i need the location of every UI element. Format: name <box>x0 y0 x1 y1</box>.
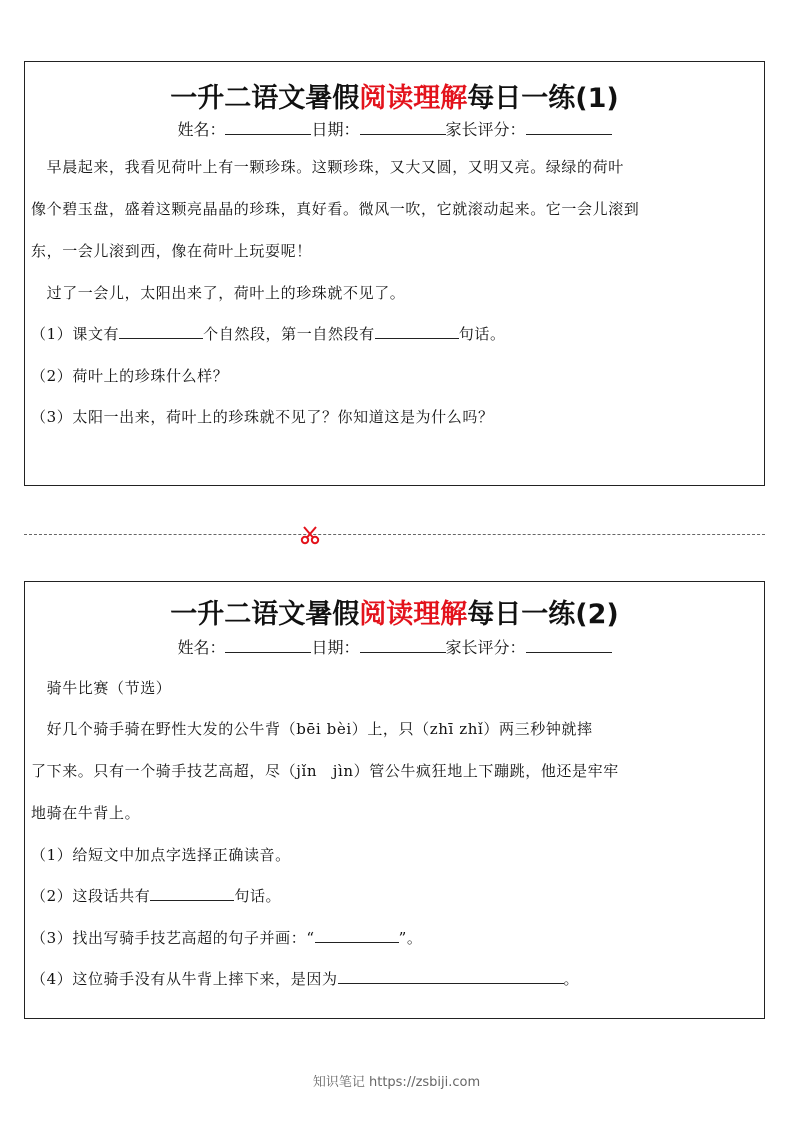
passage-line: 早晨起来，我看见荷叶上有一颗珍珠。这颗珍珠，又大又圆，又明又亮。绿绿的荷叶 <box>31 158 624 176</box>
question-1 <box>31 323 506 344</box>
question-2 <box>31 885 281 906</box>
cut-line <box>24 534 765 535</box>
exercise-card-2 <box>24 581 765 1019</box>
question-text: （3）找出写骑手技艺高超的句子并画：“ <box>31 929 315 947</box>
question-text: 句话。 <box>234 887 282 905</box>
answer-blank[interactable] <box>375 324 459 339</box>
name-blank[interactable] <box>225 120 311 135</box>
question-text: 个自然段，第一自然段有 <box>203 325 375 343</box>
date-label: 日期： <box>311 120 360 139</box>
answer-blank[interactable] <box>315 928 399 943</box>
title-text: 一升二语文暑假 <box>170 83 360 114</box>
passage-line: 地骑在牛背上。 <box>31 804 141 822</box>
score-blank[interactable] <box>526 638 612 653</box>
passage-line: 好几个骑手骑在野性大发的公牛背（bēi bèi）上，只（zhī zhǐ）两三秒钟就摔 <box>31 720 593 738</box>
question-text: 。 <box>563 970 580 988</box>
score-label: 家长评分： <box>445 638 526 657</box>
name-label: 姓名： <box>177 120 226 139</box>
title-text: 一升二语文暑假 <box>170 599 360 630</box>
title-highlight: 阅读理解 <box>359 83 468 114</box>
passage-line: 像个碧玉盘，盛着这颗亮晶晶的珍珠，真好看。微风一吹，它就滚动起来。它一会儿滚到 <box>31 200 640 218</box>
score-label: 家长评分： <box>445 120 526 139</box>
title-highlight: 阅读理解 <box>359 599 468 630</box>
passage-line: 了下来。只有一个骑手技艺高超，尽（jǐn jìn）管公牛疯狂地上下蹦跳，他还是牢牢 <box>31 762 619 780</box>
score-blank[interactable] <box>526 120 612 135</box>
answer-blank[interactable] <box>119 324 203 339</box>
student-info-row <box>25 117 764 140</box>
card-title <box>25 592 764 631</box>
question-text: （2）这段话共有 <box>31 887 151 905</box>
question-text: 句话。 <box>458 325 506 343</box>
name-blank[interactable] <box>225 638 311 653</box>
name-label: 姓名： <box>177 638 226 657</box>
footer-source[interactable]: 知识笔记 https://zsbiji.com <box>312 1075 481 1090</box>
question-2: （2）荷叶上的珍珠什么样？ <box>31 367 229 385</box>
answer-blank[interactable] <box>150 886 234 901</box>
question-text: ”。 <box>398 929 423 947</box>
question-4 <box>31 968 579 989</box>
question-1: （1）给短文中加点字选择正确读音。 <box>31 846 291 864</box>
question-text: （4）这位骑手没有从牛背上摔下来，是因为 <box>31 970 338 988</box>
title-suffix: 每日一练(2) <box>467 599 619 630</box>
date-label: 日期： <box>311 638 360 657</box>
question-3 <box>31 927 423 948</box>
passage-line: 东，一会儿滚到西，像在荷叶上玩耍呢！ <box>31 242 312 260</box>
title-suffix: 每日一练(1) <box>467 83 619 114</box>
exercise-card-1 <box>24 61 765 486</box>
passage-subtitle: 骑牛比赛（节选） <box>31 679 172 697</box>
card-title <box>25 76 764 115</box>
answer-blank[interactable] <box>338 969 564 984</box>
student-info-row <box>25 635 764 658</box>
question-3: （3）太阳一出来，荷叶上的珍珠就不见了？你知道这是为什么吗？ <box>31 408 494 426</box>
date-blank[interactable] <box>360 120 446 135</box>
question-text: （1）课文有 <box>31 325 120 343</box>
date-blank[interactable] <box>360 638 446 653</box>
scissors-icon <box>299 524 321 546</box>
passage-line: 过了一会儿，太阳出来了，荷叶上的珍珠就不见了。 <box>31 284 406 302</box>
